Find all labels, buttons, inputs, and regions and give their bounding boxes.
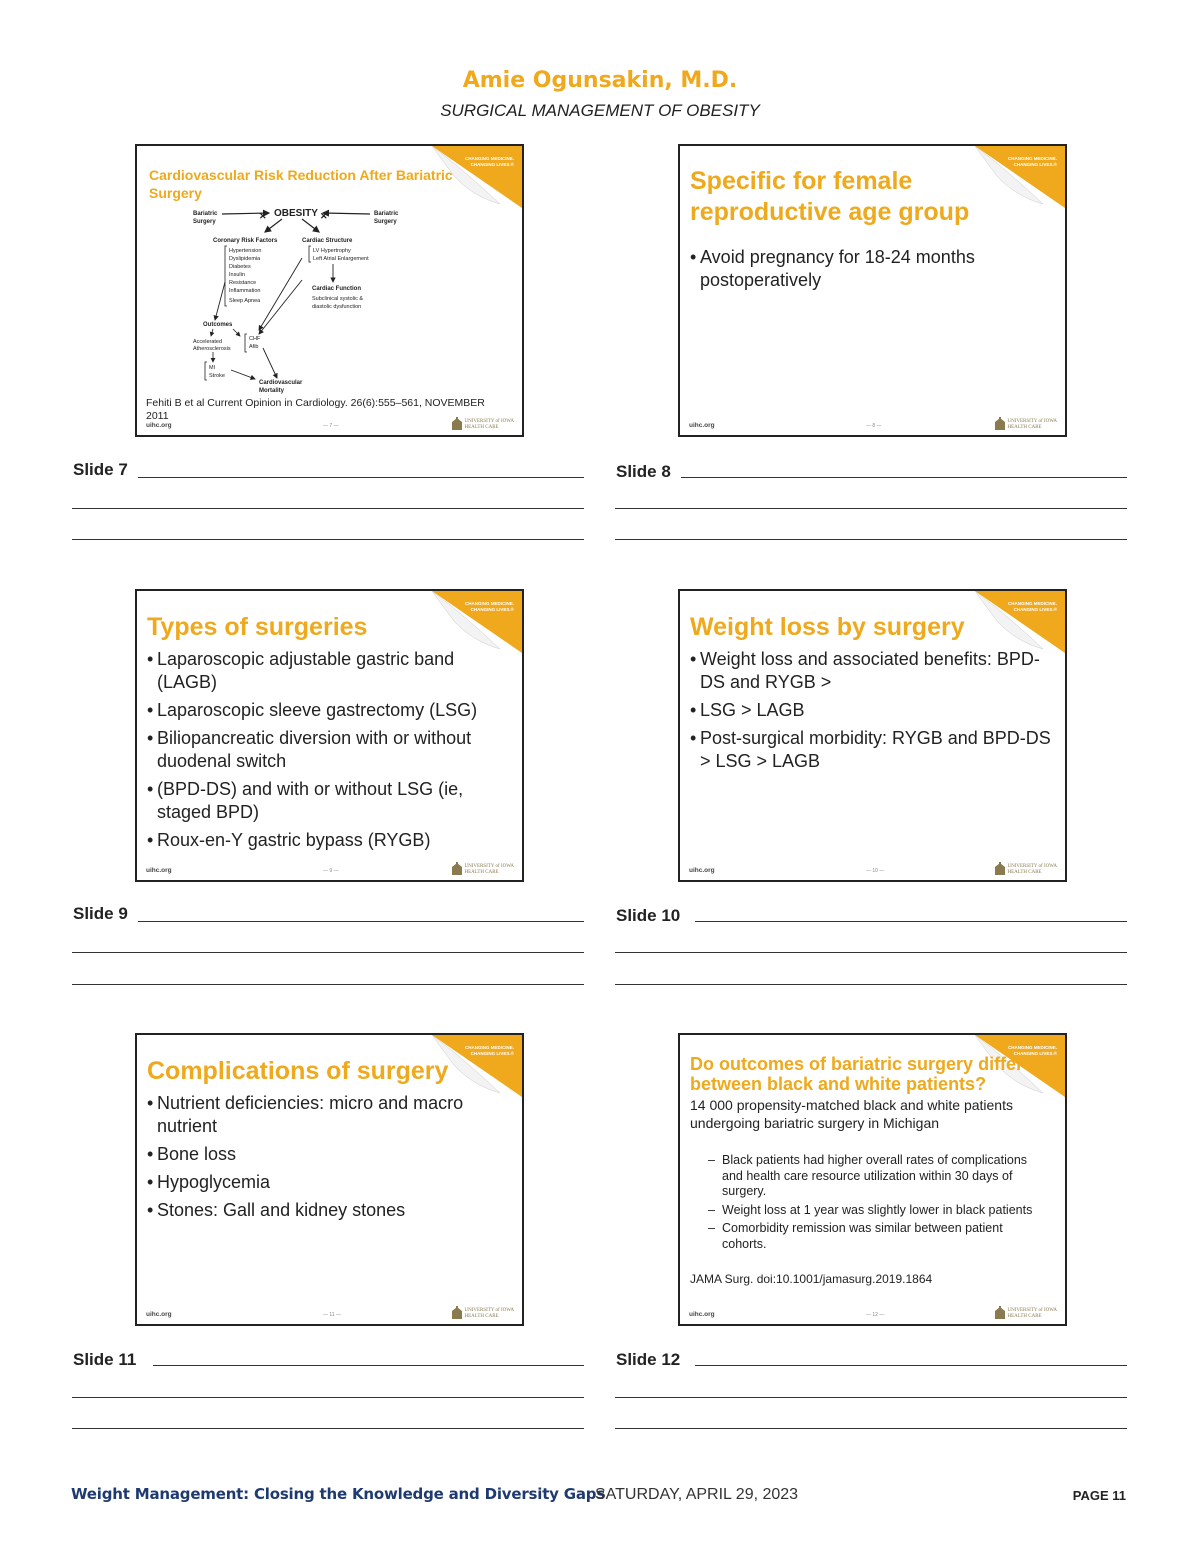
cf-item: diastolic dysfunction xyxy=(312,304,362,310)
note-line xyxy=(72,1397,584,1398)
note-line xyxy=(615,508,1127,509)
slide-8-label: Slide 8 xyxy=(616,462,671,481)
diagram-bariatric-right-1: Bariatric xyxy=(374,211,399,217)
slide-11-thumbnail xyxy=(135,1033,524,1326)
footer-date: SATURDAY, APRIL 29, 2023 xyxy=(595,1486,799,1503)
uiowa-logo xyxy=(452,862,514,875)
slide-tagline: CHANGING MEDICINE. CHANGING LIVES.® xyxy=(464,1045,514,1056)
slide-footer-url: uihc.org xyxy=(146,1311,172,1318)
diagram-bariatric-right-2: Surgery xyxy=(374,219,397,225)
cvm-line: Cardiovascular xyxy=(259,380,303,386)
bullet-item: • Weight loss and associated benefits: BPD-DS and RYGB > xyxy=(690,648,1060,694)
note-line xyxy=(153,1365,584,1366)
slide-sub-bullets xyxy=(706,1153,1036,1255)
slide-tagline: CHANGING MEDICINE. CHANGING LIVES.® xyxy=(464,156,514,167)
building-icon xyxy=(995,862,1005,875)
slide-12-label: Slide 12 xyxy=(616,1350,681,1369)
slide-footer-url: uihc.org xyxy=(689,422,715,429)
diagram-bariatric-left xyxy=(193,211,219,225)
mi-line: Stroke xyxy=(209,373,225,379)
chf-line: CHF xyxy=(249,336,261,342)
logo-line-2: HEALTH CARE xyxy=(1007,424,1042,430)
slide-footer-url: uihc.org xyxy=(689,1311,715,1318)
crf-item: Resistance xyxy=(229,280,257,286)
note-line xyxy=(72,984,584,985)
sub-bullet-item: – Comorbidity remission was similar between patient cohorts. xyxy=(706,1221,1036,1252)
slide-footer-url: uihc.org xyxy=(146,422,172,429)
slide-tagline: CHANGING MEDICINE. CHANGING LIVES.® xyxy=(464,601,514,612)
slide-bullets xyxy=(690,246,1010,297)
slide-page-marker: — 8 — xyxy=(866,423,882,429)
crf-item: Insulin xyxy=(229,272,245,278)
sub-bullet-item: – Weight loss at 1 year was slightly lower in black patients xyxy=(706,1203,1036,1219)
slide-tagline: CHANGING MEDICINE. CHANGING LIVES.® xyxy=(1007,156,1057,167)
note-line xyxy=(72,539,584,540)
note-line xyxy=(138,477,584,478)
bullet-item: • Post-surgical morbidity: RYGB and BPD-DS > LSG > LAGB xyxy=(690,727,1060,773)
document-subtitle: SURGICAL MANAGEMENT OF OBESITY xyxy=(440,101,760,120)
note-line xyxy=(615,984,1127,985)
logo-line-1: UNIVERSITY of IOWA xyxy=(464,419,514,424)
cvm-line: Mortality xyxy=(259,388,285,394)
chf-line: Afib xyxy=(249,344,259,350)
diagram-atherosclerosis xyxy=(193,339,231,352)
note-line xyxy=(681,477,1127,478)
diagram-outcomes: Outcomes xyxy=(203,322,233,328)
slide-tagline: CHANGING MEDICINE. CHANGING LIVES.® xyxy=(1007,601,1057,612)
note-line xyxy=(615,1428,1127,1429)
bullet-item: • LSG > LAGB xyxy=(690,699,1060,722)
note-line xyxy=(615,539,1127,540)
mi-line: MI xyxy=(209,365,216,371)
x-mark: ✕ xyxy=(259,211,267,221)
bullet-item: • Nutrient deficiencies: micro and macro nutrient xyxy=(147,1092,507,1138)
bullet-item: • (BPD-DS) and with or without LSG (ie, staged BPD) xyxy=(147,778,515,824)
slide-page-marker: — 11 — xyxy=(323,1312,341,1318)
slide-page-marker: — 10 — xyxy=(866,868,885,874)
slide-tagline: CHANGING MEDICINE. CHANGING LIVES.® xyxy=(1007,1045,1057,1056)
diagram-cv-mortality xyxy=(259,380,304,394)
diagram-bariatric-left-2: Surgery xyxy=(193,219,216,225)
note-line xyxy=(615,952,1127,953)
building-icon xyxy=(452,417,462,430)
slide-title: Complications of surgery xyxy=(147,1057,449,1085)
cs-item: Left Atrial Enlargement xyxy=(313,256,369,262)
slide-citation: JAMA Surg. doi:10.1001/jamasurg.2019.1864 xyxy=(690,1272,933,1286)
ath-line: Accelerated xyxy=(193,339,223,345)
uiowa-logo xyxy=(452,417,514,430)
slide-bullets xyxy=(147,1092,507,1227)
diagram-cf-list xyxy=(312,296,365,310)
slide-title: Do outcomes of bariatric surgery differ between black and white patients? xyxy=(690,1054,1024,1094)
slide-title: Weight loss by surgery xyxy=(690,613,965,641)
slide-11-label: Slide 11 xyxy=(73,1350,137,1369)
logo-line-1: UNIVERSITY of IOWA xyxy=(1007,864,1057,869)
diagram-crf-list xyxy=(229,248,263,304)
slide-footer-url: uihc.org xyxy=(689,867,715,874)
uiowa-logo xyxy=(995,1306,1057,1319)
author-name: Amie Ogunsakin, M.D. xyxy=(462,68,738,93)
note-line xyxy=(72,1428,584,1429)
note-line xyxy=(695,1365,1127,1366)
logo-line-2: HEALTH CARE xyxy=(464,424,499,430)
x-mark: ✕ xyxy=(320,211,328,221)
slide-10-thumbnail xyxy=(678,589,1067,882)
bullet-item: • Avoid pregnancy for 18-24 months postoperatively xyxy=(690,246,1010,292)
slide-9-label: Slide 9 xyxy=(73,904,128,923)
note-line xyxy=(138,921,584,922)
diagram-cs-list xyxy=(313,248,369,262)
slide-page-marker: — 12 — xyxy=(866,1312,885,1318)
diagram-crf-heading: Coronary Risk Factors xyxy=(213,238,278,244)
diagram-chf-afib xyxy=(249,336,262,350)
logo-line-2: HEALTH CARE xyxy=(1007,869,1042,875)
slide-bullets xyxy=(690,648,1060,778)
crf-item: Inflammation xyxy=(229,288,261,294)
diagram-cs-heading: Cardiac Structure xyxy=(302,238,353,244)
footer-page-number: PAGE 11 xyxy=(1072,1488,1126,1503)
cf-item: Subclinical systolic & xyxy=(312,296,364,302)
sub-bullet-item: – Black patients had higher overall rates of complications and health care resource utilization within 30 days of surgery. xyxy=(706,1153,1036,1200)
note-line xyxy=(695,921,1127,922)
logo-line-1: UNIVERSITY of IOWA xyxy=(464,1308,514,1313)
crf-item: Dyslipidemia xyxy=(229,256,261,262)
slide-page-marker: — 9 — xyxy=(323,868,339,874)
logo-line-2: HEALTH CARE xyxy=(1007,1313,1042,1319)
bullet-item: • Hypoglycemia xyxy=(147,1171,507,1194)
note-line xyxy=(615,1397,1127,1398)
crf-item: Hypertension xyxy=(229,248,262,254)
building-icon xyxy=(452,862,462,875)
slide-title: Types of surgeries xyxy=(147,613,368,641)
logo-line-1: UNIVERSITY of IOWA xyxy=(1007,1308,1057,1313)
diagram-bariatric-left-1: Bariatric xyxy=(193,211,218,217)
slide-footer-url: uihc.org xyxy=(146,867,172,874)
uiowa-logo xyxy=(995,417,1057,430)
bullet-item: • Stones: Gall and kidney stones xyxy=(147,1199,507,1222)
bullet-item: • Laparoscopic adjustable gastric band (LAGB) xyxy=(147,648,515,694)
slide-9-thumbnail xyxy=(135,589,524,882)
slide-12-thumbnail xyxy=(678,1033,1067,1326)
bullet-item: • Bone loss xyxy=(147,1143,507,1166)
building-icon xyxy=(452,1306,462,1319)
slide-title: Specific for female reproductive age group xyxy=(690,167,970,226)
note-line xyxy=(72,508,584,509)
bullet-item: • Biliopancreatic diversion with or without duodenal switch xyxy=(147,727,515,773)
crf-item: Diabetes xyxy=(229,264,251,270)
cs-item: LV Hypertrophy xyxy=(313,248,351,254)
building-icon xyxy=(995,417,1005,430)
logo-line-1: UNIVERSITY of IOWA xyxy=(1007,419,1057,424)
ath-line: Atherosclerosis xyxy=(193,346,231,352)
diagram-bariatric-right xyxy=(374,211,400,225)
slide-7-label: Slide 7 xyxy=(73,460,128,479)
cardiovascular-risk-diagram xyxy=(137,202,522,402)
note-line xyxy=(72,952,584,953)
slide-page-marker: — 7 — xyxy=(323,423,339,429)
slide-citation: Fehiti B et al Current Opinion in Cardiology. 26(6):555–561, NOVEMBER 2011 xyxy=(146,397,485,422)
slide-title: Cardiovascular Risk Reduction After Bariatric Surgery xyxy=(149,167,453,201)
logo-line-2: HEALTH CARE xyxy=(464,869,499,875)
crf-item: Sleep Apnea xyxy=(229,298,261,304)
bullet-item: • Laparoscopic sleeve gastrectomy (LSG) xyxy=(147,699,515,722)
bullet-item: • Roux-en-Y gastric bypass (RYGB) xyxy=(147,829,515,852)
slide-8-thumbnail xyxy=(678,144,1067,437)
slide-bullets xyxy=(147,648,515,857)
logo-line-2: HEALTH CARE xyxy=(464,1313,499,1319)
slide-7-thumbnail xyxy=(135,144,524,437)
footer-event-title: Weight Management: Closing the Knowledge and Diversity Gaps xyxy=(71,1485,606,1503)
diagram-mi-stroke xyxy=(209,365,225,379)
diagram-obesity-label: OBESITY xyxy=(274,208,318,219)
logo-line-1: UNIVERSITY of IOWA xyxy=(464,864,514,869)
slide-10-label: Slide 10 xyxy=(616,906,681,925)
uiowa-logo xyxy=(452,1306,514,1319)
building-icon xyxy=(995,1306,1005,1319)
slide-intro: 14 000 propensity-matched black and white patients undergoing bariatric surgery in Michigan xyxy=(690,1097,1013,1131)
uiowa-logo xyxy=(995,862,1057,875)
diagram-cf-heading: Cardiac Function xyxy=(312,286,362,292)
